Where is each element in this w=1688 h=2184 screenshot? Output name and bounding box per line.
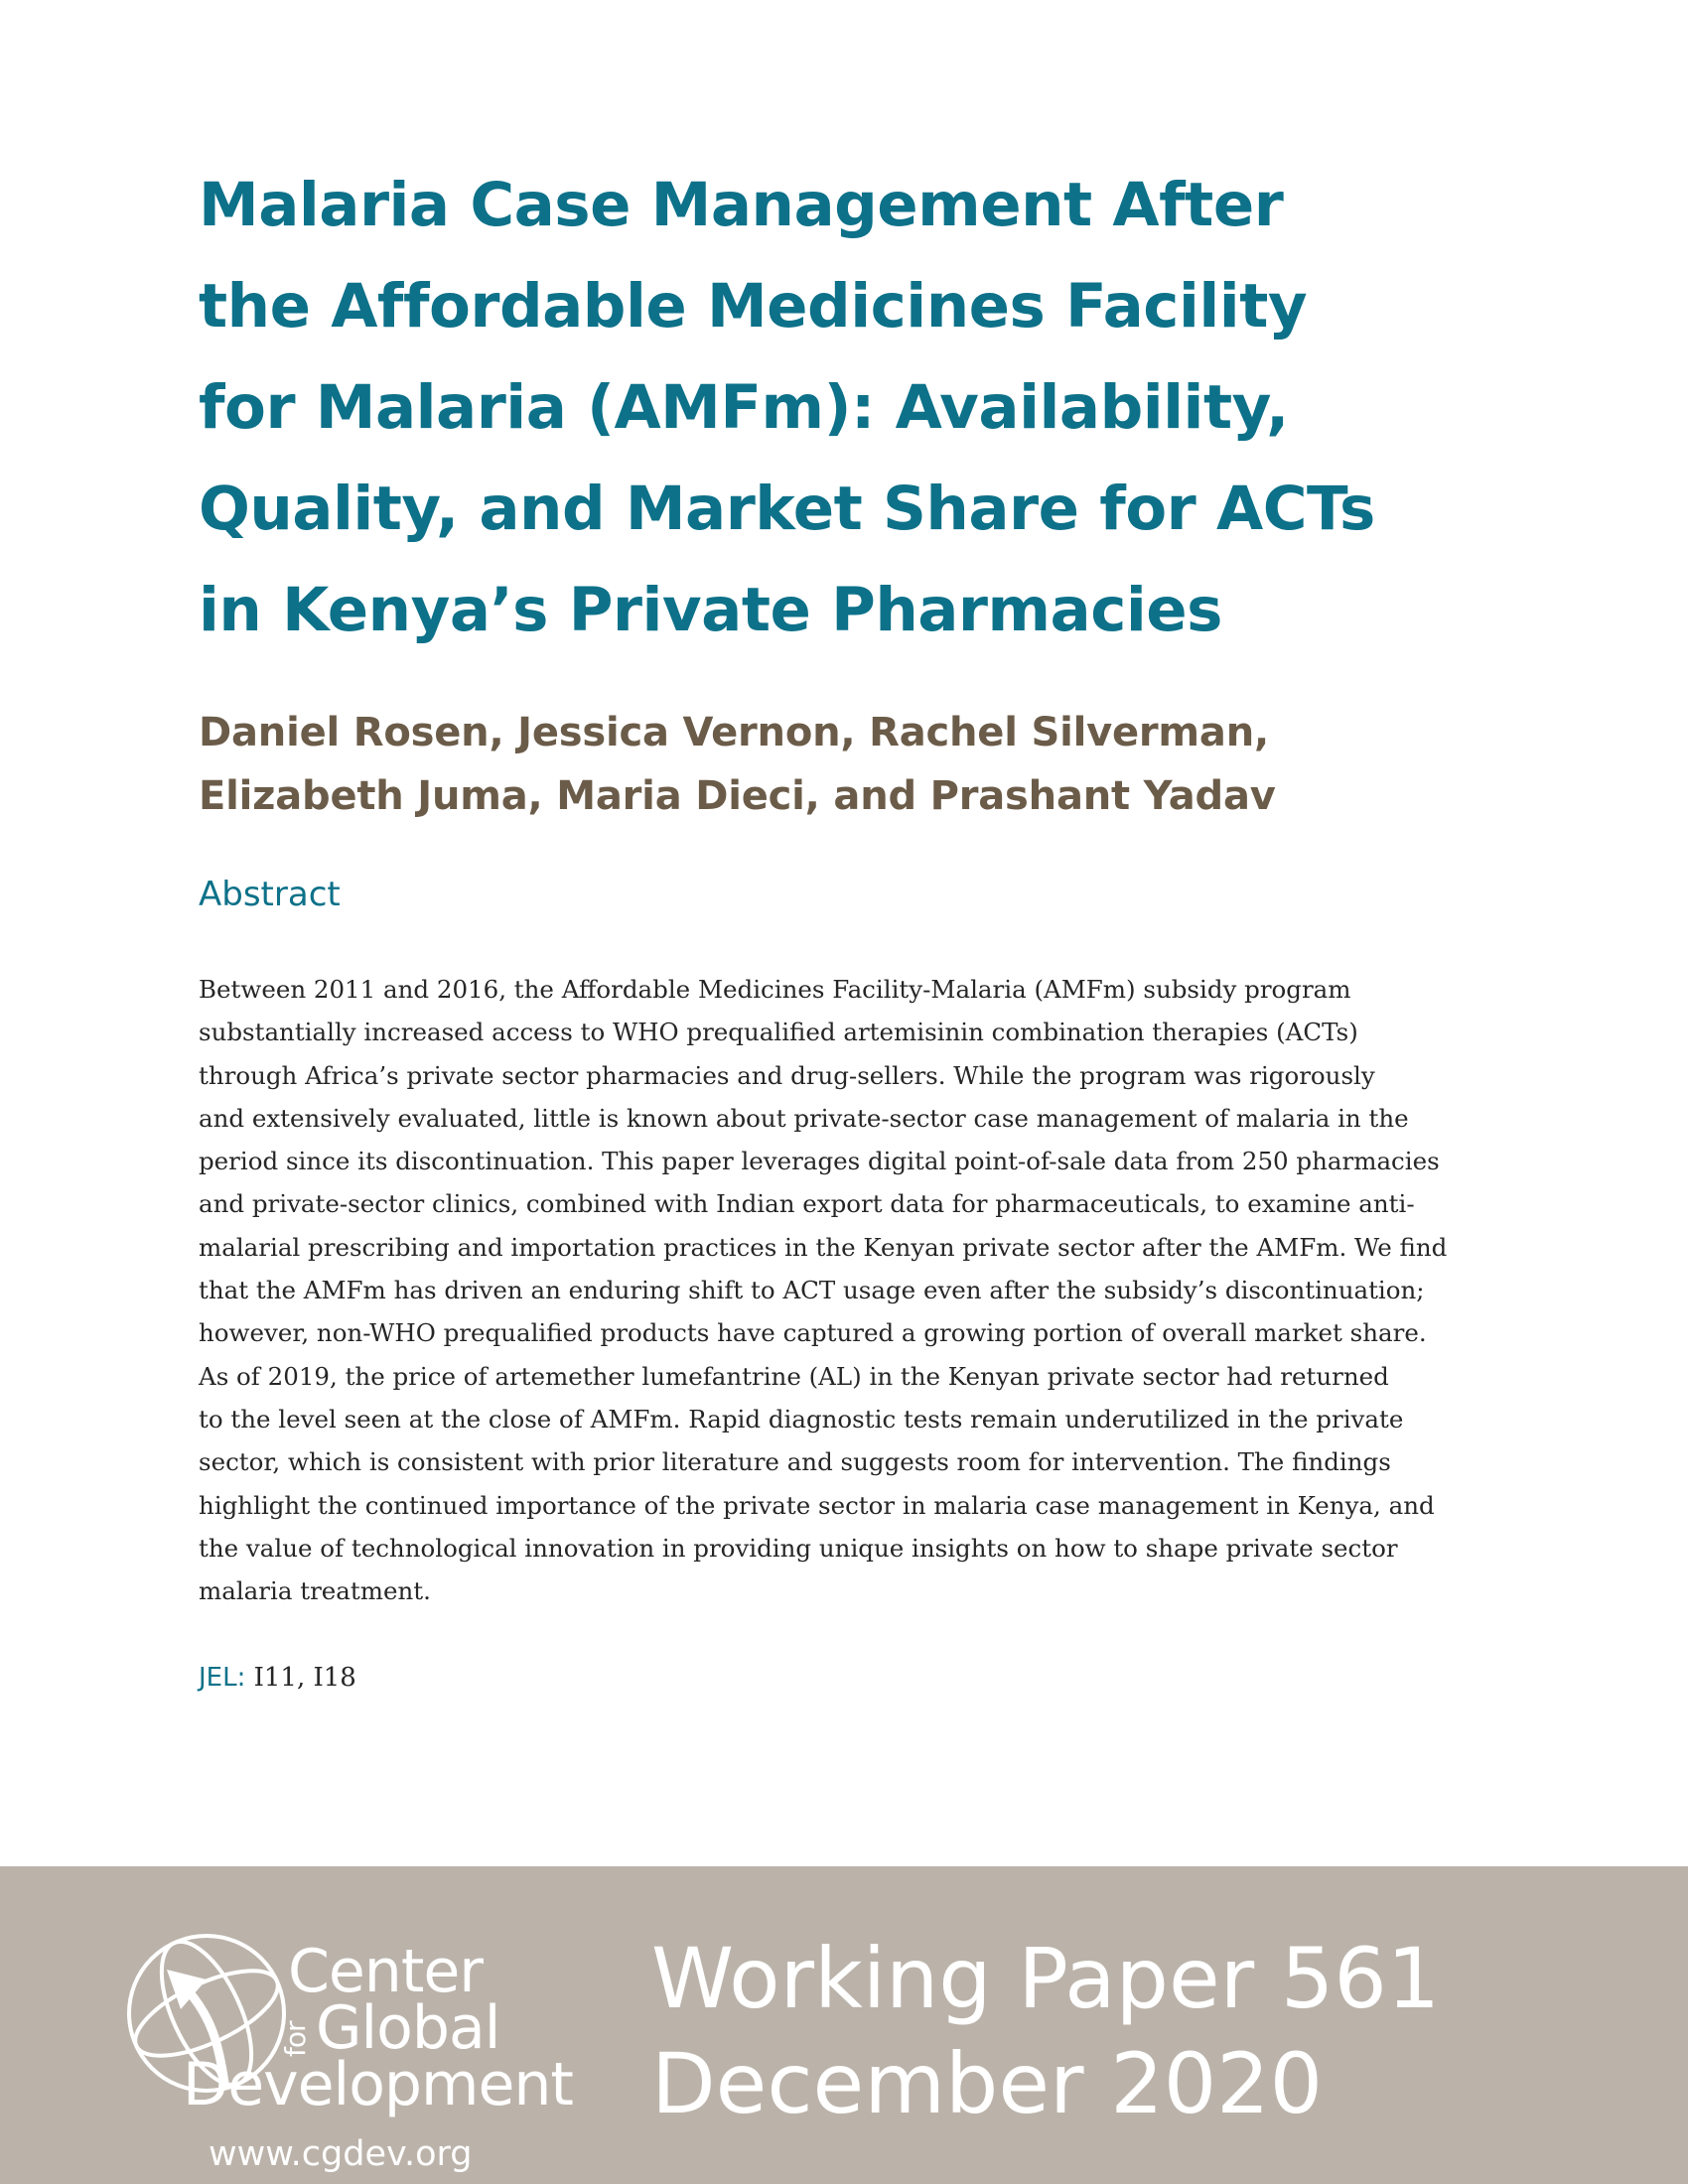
abstract-line: that the AMFm has driven an enduring shift to ACT usage even after the subsidy’s discontinuation; (199, 1276, 1425, 1305)
abstract-line: highlight the continued importance of the private sector in malaria case management in Kenya, and (199, 1490, 1435, 1520)
jel-label: JEL: (199, 1663, 246, 1693)
title-line: Quality, and Market Share for ACTs (199, 474, 1375, 544)
org-name-line: Center (288, 1937, 483, 2006)
abstract-line: through Africa’s private sector pharmacies and drug-sellers. While the program was rigorously (199, 1060, 1375, 1090)
org-name-line: Global (316, 1993, 500, 2063)
abstract-line: and private-sector clinics, combined with Indian export data for pharmaceuticals, to examine anti- (199, 1189, 1415, 1219)
abstract-line: however, non-WHO prequalified products have captured a growing portion of overall market share. (199, 1318, 1427, 1348)
abstract-line: Between 2011 and 2016, the Affordable Medicines Facility-Malaria (AMFm) subsidy program (199, 975, 1351, 1004)
abstract-line: substantially increased access to WHO prequalified artemisinin combination therapies (ACTs) (199, 1018, 1358, 1047)
author-line: Daniel Rosen, Jessica Vernon, Rachel Silverman, (199, 710, 1269, 755)
abstract-line: malaria treatment. (199, 1576, 431, 1606)
publication-date: December 2020 (651, 2035, 1324, 2132)
abstract-body (199, 968, 1509, 1612)
title-line: in Kenya’s Private Pharmacies (199, 575, 1222, 645)
author-line: Elizabeth Juma, Maria Dieci, and Prashant Yadav (199, 773, 1276, 819)
abstract-line: and extensively evaluated, little is known about private-sector case management of malaria in the (199, 1103, 1409, 1133)
jel-code-values: I11, I18 (245, 1663, 356, 1693)
abstract-heading: Abstract (199, 875, 341, 914)
abstract-line: malarial prescribing and importation practices in the Kenyan private sector after the AMFm. We find (199, 1232, 1448, 1262)
org-name-for: for (279, 2021, 312, 2057)
paper-title (199, 155, 1489, 661)
abstract-line: sector, which is consistent with prior literature and suggests room for intervention. The findings (199, 1447, 1391, 1477)
abstract-line: the value of technological innovation in providing unique insights on how to shape private sector (199, 1533, 1398, 1563)
abstract-line: As of 2019, the price of artemether lumefantrine (AL) in the Kenyan private sector had returned (199, 1361, 1389, 1391)
org-name-line: Development (183, 2050, 573, 2119)
title-line: Malaria Case Management After (199, 170, 1284, 240)
author-list (199, 701, 1489, 828)
footer-band (0, 1866, 1688, 2184)
working-paper-number: Working Paper 561 (651, 1930, 1441, 2027)
jel-codes (199, 1658, 356, 1698)
series-info (651, 1926, 1440, 2136)
abstract-line: to the level seen at the close of AMFm. Rapid diagnostic tests remain underutilized in the private (199, 1404, 1404, 1433)
abstract-line: period since its discontinuation. This paper leverages digital point-of-sale data from 250 pharmacies (199, 1147, 1440, 1176)
title-line: for Malaria (AMFm): Availability, (199, 372, 1289, 443)
website-link[interactable]: www.cgdev.org (209, 2134, 473, 2174)
title-line: the Affordable Medicines Facility (199, 271, 1308, 341)
